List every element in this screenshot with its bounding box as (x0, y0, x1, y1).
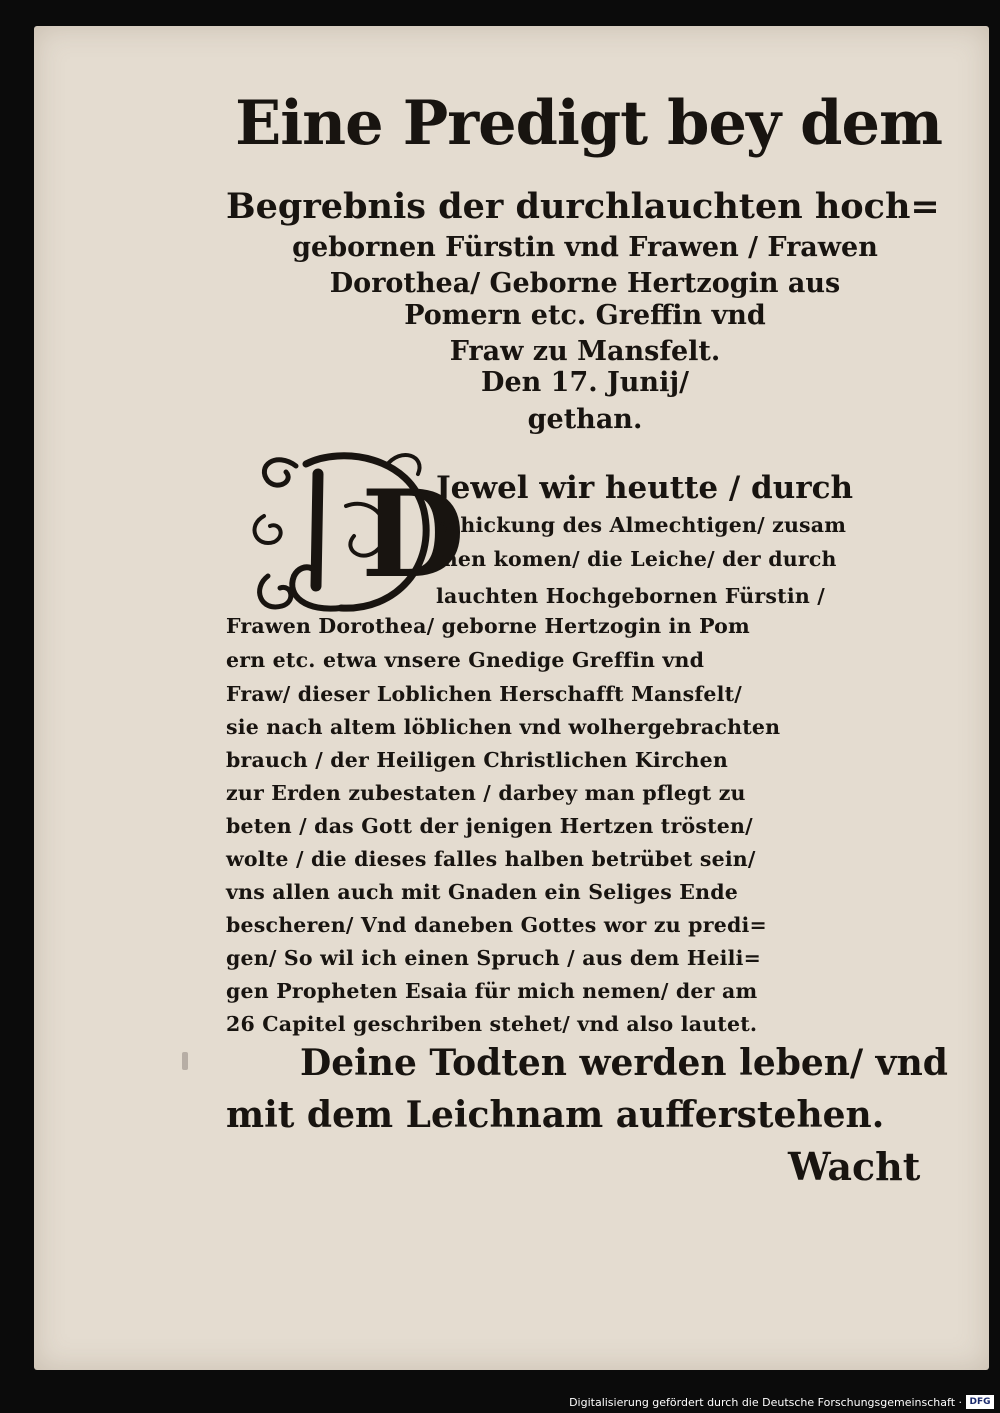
title-line-2: Begrebnis der durchlauchten hoch= (226, 186, 940, 227)
title-line-4: Dorothea/ Geborne Hertzogin aus (329, 268, 841, 299)
body-line-2: schickung des Almechtigen/ zusam (436, 513, 847, 537)
body-line-9: brauch / der Heiligen Christlichen Kirchen (226, 748, 728, 772)
title-line-5: Pomern etc. Greffin vnd (404, 300, 766, 331)
body-line-13: vns allen auch mit Gnaden ein Seliges Ende (226, 880, 739, 904)
body-line-10: zur Erden zubestaten / darbey man pflegt zu (226, 781, 746, 805)
catchword: Wacht (788, 1144, 921, 1189)
body-line-8: sie nach altem löblichen vnd wolhergebrachten (226, 715, 781, 739)
title-line-7: Den 17. Junij/ (481, 367, 689, 398)
page-edge-mark (182, 1052, 188, 1070)
scripture-line-2: mit dem Leichnam aufferstehen. (226, 1094, 885, 1136)
body-line-12: wolte / die dieses falles halben betrübet sein/ (226, 847, 756, 871)
body-line-16: gen Propheten Esaia für mich nemen/ der am (226, 979, 758, 1003)
title-line-1: Eine Predigt bey dem (235, 88, 942, 159)
body-line-6: ern etc. etwa vnsere Gnedige Greffin vnd (226, 648, 705, 672)
body-line-3: men komen/ die Leiche/ der durch (436, 547, 837, 571)
footer-credit-text: Digitalisierung gefördert durch die Deutsche Forschungsgemeinschaft · (569, 1396, 962, 1409)
drop-cap-letter: D (361, 464, 466, 605)
body-line-14: bescheren/ Vnd daneben Gottes wor zu predi= (226, 913, 767, 937)
body-line-4: lauchten Hochgebornen Fürstin / (436, 584, 825, 608)
title-line-6: Fraw zu Mansfelt. (449, 336, 721, 367)
body-line-5: Frawen Dorothea/ geborne Hertzogin in Pom (226, 614, 750, 638)
title-line-3: gebornen Fürstin vnd Frawen / Frawen (292, 232, 878, 263)
body-line-7: Fraw/ dieser Loblichen Herschafft Mansfelt/ (226, 682, 742, 706)
title-line-8: gethan. (527, 404, 643, 435)
dfg-logo: DFG (966, 1395, 994, 1409)
body-line-1: Jewel wir heutte / durch (436, 470, 853, 506)
body-line-11: beten / das Gott der jenigen Hertzen trösten/ (226, 814, 753, 838)
body-line-15: gen/ So wil ich einen Spruch / aus dem Heili= (226, 946, 762, 970)
scripture-line-1: Deine Todten werden leben/ vnd (300, 1042, 948, 1084)
decorated-initial-d (246, 436, 466, 626)
body-line-17: 26 Capitel geschriben stehet/ vnd also lautet. (226, 1012, 758, 1036)
